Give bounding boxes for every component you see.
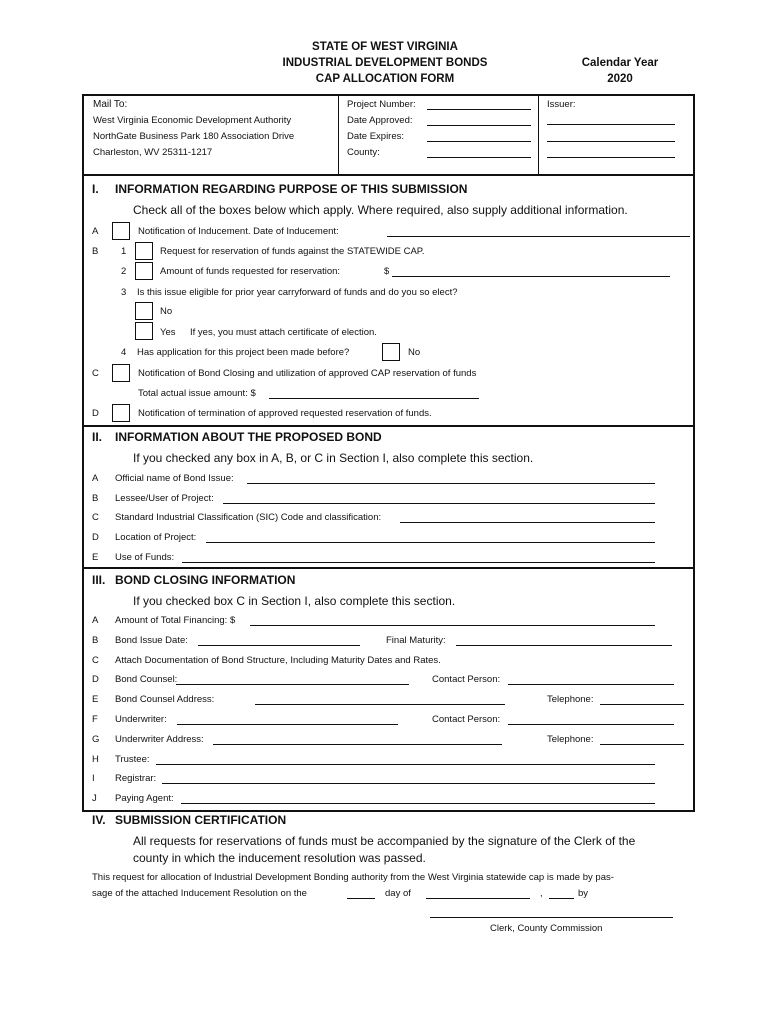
s3-counsel-telephone-label: Telephone: xyxy=(547,694,594,705)
s2-row-letter: A xyxy=(92,473,99,484)
s3-j-letter: J xyxy=(92,793,97,804)
s1-d-text: Notification of termination of approved requested reservation of funds. xyxy=(138,408,432,419)
form-title-line1: STATE OF WEST VIRGINIA xyxy=(312,41,458,53)
s1-c-total-label: Total actual issue amount: $ xyxy=(138,388,256,399)
s3-bond-counsel-label: Bond Counsel: xyxy=(115,674,178,685)
s4-comma: , xyxy=(540,888,543,899)
s3-total-financing-field[interactable] xyxy=(250,615,655,626)
s3-i-letter: I xyxy=(92,773,95,784)
project-number-field[interactable] xyxy=(427,99,531,110)
section3-numeral: III. xyxy=(92,573,106,587)
s3-counsel-contact-label: Contact Person: xyxy=(432,674,501,685)
s3-bond-counsel-field[interactable] xyxy=(176,674,409,685)
s1-b3-yes-label: Yes xyxy=(160,327,176,338)
s1-d-checkbox[interactable] xyxy=(112,404,130,422)
s1-b3-yes-note: If yes, you must attach certificate of election. xyxy=(190,327,377,338)
s2-lessee-field[interactable] xyxy=(223,493,655,504)
mail-to-label: Mail To: xyxy=(93,99,128,110)
s2-sic-field[interactable] xyxy=(400,512,655,523)
section4-body-line1: This request for allocation of Industrial Development Bonding authority from the West Virginia statewide cap is made by pas- xyxy=(92,872,614,883)
s1-b1-num: 1 xyxy=(121,246,127,257)
s3-a-letter: A xyxy=(92,615,99,626)
s2-row-letter: C xyxy=(92,512,99,523)
county-field[interactable] xyxy=(427,147,531,158)
s3-underwriter-address-field[interactable] xyxy=(213,734,502,745)
s3-trustee-field[interactable] xyxy=(156,754,655,765)
s1-b4-num: 4 xyxy=(121,347,127,358)
frame-top xyxy=(82,94,695,96)
s4-signature-label: Clerk, County Commission xyxy=(490,923,603,934)
date-approved-label: Date Approved: xyxy=(347,115,413,126)
s3-counsel-telephone-field[interactable] xyxy=(600,694,684,705)
s2-use-of-funds-field[interactable] xyxy=(182,552,655,563)
s3-counsel-address-label: Bond Counsel Address: xyxy=(115,694,215,705)
s1-b2-dollar: $ xyxy=(384,266,390,277)
calendar-year-value: 2020 xyxy=(607,73,633,85)
s1-b1-text: Request for reservation of funds against the STATEWIDE CAP. xyxy=(160,246,425,257)
s3-registrar-field[interactable] xyxy=(162,773,655,784)
s3-bond-issue-date-label: Bond Issue Date: xyxy=(115,635,188,646)
s2-location-label: Location of Project: xyxy=(115,532,197,543)
s3-underwriter-label: Underwriter: xyxy=(115,714,167,725)
s1-b2-num: 2 xyxy=(121,266,127,277)
divider-section1-top xyxy=(82,174,695,176)
s2-official-name-field[interactable] xyxy=(247,473,655,484)
s1-a-text: Notification of Inducement. Date of Inducement: xyxy=(138,226,339,237)
calendar-year-label: Calendar Year xyxy=(581,57,659,69)
s1-b3-num: 3 xyxy=(121,287,127,298)
s4-day-field[interactable] xyxy=(347,888,375,899)
s2-row-letter: E xyxy=(92,552,99,563)
s1-b4-text: Has application for this project been made before? xyxy=(137,347,350,358)
date-approved-field[interactable] xyxy=(427,115,531,126)
issuer-field-2[interactable] xyxy=(547,131,675,142)
s1-c-letter: C xyxy=(92,368,99,379)
divider-section2-top xyxy=(82,425,695,427)
s3-paying-agent-field[interactable] xyxy=(181,793,655,804)
s2-official-name-label: Official name of Bond Issue: xyxy=(115,473,234,484)
s3-underwriter-field[interactable] xyxy=(177,714,398,725)
s1-c-checkbox[interactable] xyxy=(112,364,130,382)
s3-attach-documentation-text: Attach Documentation of Bond Structure, Including Maturity Dates and Rates. xyxy=(115,655,441,666)
divider-section3-top xyxy=(82,567,695,569)
project-number-label: Project Number: xyxy=(347,99,416,110)
s3-d-letter: D xyxy=(92,674,99,685)
s1-b3-yes-checkbox[interactable] xyxy=(135,322,153,340)
s3-total-financing-label: Amount of Total Financing: $ xyxy=(115,615,236,626)
s3-underwriter-address-label: Underwriter Address: xyxy=(115,734,204,745)
s1-b4-no-label: No xyxy=(408,347,421,358)
section4-numeral: IV. xyxy=(92,813,106,827)
frame-bottom xyxy=(82,810,695,812)
form-title-line2: INDUSTRIAL DEVELOPMENT BONDS xyxy=(282,57,488,69)
s4-by-label: by xyxy=(578,888,589,899)
s3-underwriter-contact-label: Contact Person: xyxy=(432,714,501,725)
s1-b3-no-checkbox[interactable] xyxy=(135,302,153,320)
s4-signature-line[interactable] xyxy=(430,917,673,918)
s3-underwriter-telephone-field[interactable] xyxy=(600,734,684,745)
s1-b-letter: B xyxy=(92,246,99,257)
section2-title: INFORMATION ABOUT THE PROPOSED BOND xyxy=(115,430,382,444)
s3-paying-agent-label: Paying Agent: xyxy=(115,793,174,804)
s1-b2-text: Amount of funds requested for reservation: xyxy=(160,266,341,277)
s2-row-letter: B xyxy=(92,493,99,504)
s1-b3-text: Is this issue eligible for prior year carryforward of funds and do you so elect? xyxy=(137,287,458,298)
section1-title: INFORMATION REGARDING PURPOSE OF THIS SUBMISSION xyxy=(115,182,468,196)
date-expires-label: Date Expires: xyxy=(347,131,405,142)
frame-right xyxy=(693,94,695,812)
mail-to-line2: NorthGate Business Park 180 Association Drive xyxy=(93,131,295,142)
section3-instruction: If you checked box C in Section I, also complete this section. xyxy=(133,594,456,608)
section1-numeral: I. xyxy=(92,182,99,196)
divider-mail-project xyxy=(338,95,339,175)
s3-b-letter: B xyxy=(92,635,99,646)
s1-b1-checkbox[interactable] xyxy=(135,242,153,260)
s3-e-letter: E xyxy=(92,694,99,705)
section4-body-line2: sage of the attached Inducement Resolution on the xyxy=(92,888,307,899)
s3-trustee-label: Trustee: xyxy=(115,754,150,765)
s3-final-maturity-label: Final Maturity: xyxy=(386,635,446,646)
s1-a-inducement-date-field[interactable] xyxy=(387,226,690,237)
s1-d-letter: D xyxy=(92,408,99,419)
s3-counsel-address-field[interactable] xyxy=(255,694,505,705)
s3-underwriter-contact-field[interactable] xyxy=(508,714,674,725)
s1-b3-no-label: No xyxy=(160,306,173,317)
s3-c-letter: C xyxy=(92,655,99,666)
form-title-line3: CAP ALLOCATION FORM xyxy=(315,73,455,85)
section1-instruction: Check all of the boxes below which apply. Where required, also supply additional information. xyxy=(133,203,628,217)
s3-registrar-label: Registrar: xyxy=(115,773,157,784)
section2-numeral: II. xyxy=(92,430,103,444)
s2-lessee-label: Lessee/User of Project: xyxy=(115,493,214,504)
date-expires-field[interactable] xyxy=(427,131,531,142)
section4-instruction-line1: All requests for reservations of funds must be accompanied by the signature of the Clerk of the xyxy=(133,834,636,848)
mail-to-line1: West Virginia Economic Development Authority xyxy=(93,115,292,126)
s4-month-field[interactable] xyxy=(426,888,530,899)
s3-bond-issue-date-field[interactable] xyxy=(198,635,360,646)
s3-f-letter: F xyxy=(92,714,98,725)
county-label: County: xyxy=(347,147,380,158)
divider-project-issuer xyxy=(538,95,539,175)
issuer-field-1[interactable] xyxy=(547,114,675,125)
s1-c-total-field[interactable] xyxy=(269,388,479,399)
s2-row-letter: D xyxy=(92,532,99,543)
section2-instruction: If you checked any box in A, B, or C in Section I, also complete this section. xyxy=(133,451,534,465)
s3-underwriter-telephone-label: Telephone: xyxy=(547,734,594,745)
s3-final-maturity-field[interactable] xyxy=(456,635,672,646)
s1-b2-checkbox[interactable] xyxy=(135,262,153,280)
s1-b2-amount-field[interactable] xyxy=(392,266,670,277)
s2-use-of-funds-label: Use of Funds: xyxy=(115,552,175,563)
s3-counsel-contact-field[interactable] xyxy=(508,674,674,685)
issuer-label: Issuer: xyxy=(547,99,576,110)
s3-g-letter: G xyxy=(92,734,100,745)
s3-h-letter: H xyxy=(92,754,99,765)
s1-a-letter: A xyxy=(92,226,99,237)
s2-sic-label: Standard Industrial Classification (SIC) Code and classification: xyxy=(115,512,382,523)
section4-instruction-line2: county in which the inducement resolution was passed. xyxy=(133,851,426,865)
s1-b4-no-checkbox[interactable] xyxy=(382,343,400,361)
issuer-field-3[interactable] xyxy=(547,147,675,158)
s4-year-field[interactable] xyxy=(549,888,574,899)
s1-a-checkbox[interactable] xyxy=(112,222,130,240)
s2-location-field[interactable] xyxy=(206,532,655,543)
section3-title: BOND CLOSING INFORMATION xyxy=(115,573,296,587)
s4-day-of-label: day of xyxy=(385,888,411,899)
s1-c-text: Notification of Bond Closing and utilization of approved CAP reservation of funds xyxy=(138,368,477,379)
frame-left xyxy=(82,94,84,812)
section4-title: SUBMISSION CERTIFICATION xyxy=(115,813,287,827)
mail-to-line3: Charleston, WV 25311-1217 xyxy=(93,147,213,158)
